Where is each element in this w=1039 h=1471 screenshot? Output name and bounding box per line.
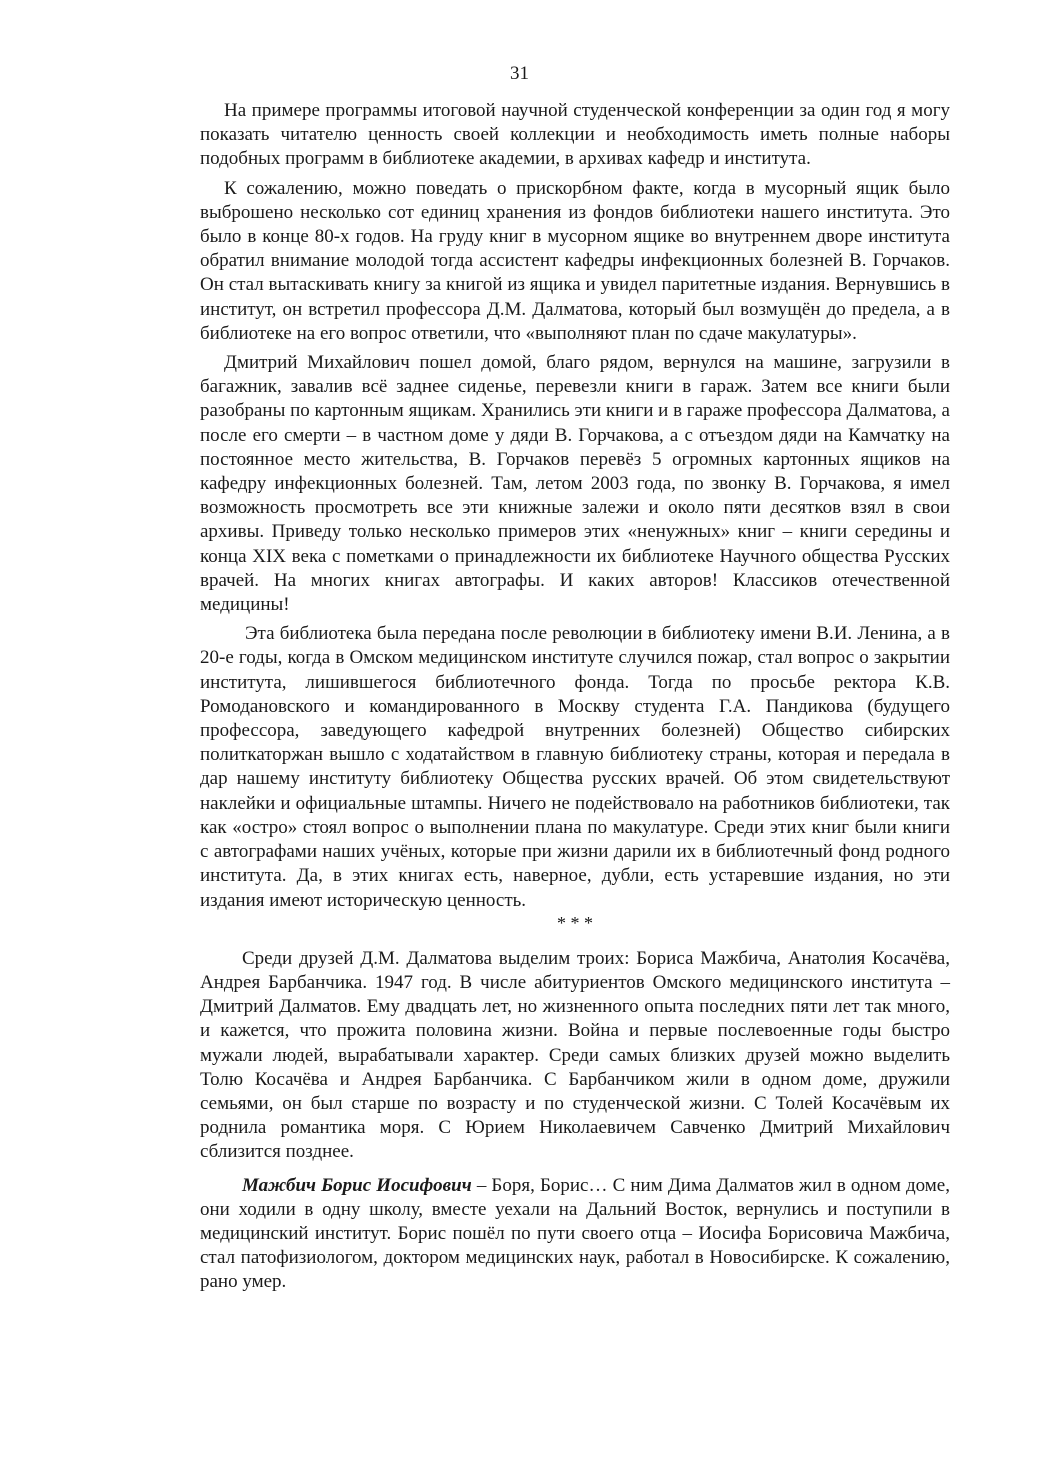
paragraph-friends: Среди друзей Д.М. Далматова выделим троих: Бориса Мажбича, Анатолия Косачёва, Андрея Барбанчика. 1947 год. В числе абитуриентов Омского медицинского института – Дмитрий Далматов. Ему двадцать лет, но жизненного опыта последних пяти лет так много, и кажется, что прожита половина жизни. Война и первые послевоенные годы быстро мужали людей, вырабатывали характер. Среди самых близких друзей можно выделить Толю Косачёва и Андрея Барбанчика. С Барбанчиком жили в одном доме, дружили семьями, он был старше по возрасту и по студенческой жизни. С Толей Косачёвым их роднила романтика моря. С Юрием Николаевичем Савченко Дмитрий Михайлович сблизится позднее. bbox=[200, 947, 950, 1163]
paragraph-rescued-books: Дмитрий Михайлович пошел домой, благо рядом, вернулся на машине, загрузили в багажник, завалив всё заднее сиденье, перевезли книги в гараж. Затем все книги были разобраны по картонным ящикам. Хранились эти книги и в гараже профессора Далматова, а после его смерти – в частном доме у дяди В. Горчакова, а с отъездом дяди на Камчатку на постоянное место жительства, В. Горчаков перевёз 5 огромных картонных ящиков на кафедру инфекционных болезней. Там, летом 2003 года, по звонку В. Горчакова, я имел возможность просмотреть все эти книжные залежи и около пяти десятков взял в свои архивы. Приведу только несколько примеров этих «ненужных» книг – книги середины и конца XIX века с пометками о принадлежности их библиотеке Научного общества Русских врачей. На многих книгах автографы. И каких авторов! Классиков отечественной медицины! bbox=[200, 352, 950, 616]
person-description: – Боря, Борис… С ним Дима Далматов жил в одном доме, они ходили в одну школу, вместе уехали на Дальний Восток, вернулись и поступили в медицинский институт. Борис пошёл по пути своего отца – Иосифа Борисовича Мажбича, стал патофизиологом, доктором медицинских наук, работал в Новосибирске. К сожалению, рано умер. bbox=[200, 1174, 950, 1293]
paragraph-conference-program: На примере программы итоговой научной студенческой конференции за один год я могу показать читателю ценность своей коллекции и необходимость иметь полные наборы подобных программ в библиотеке академии, в архивах кафедр и института. bbox=[200, 100, 950, 170]
section-separator: * * * bbox=[557, 912, 593, 933]
paragraph-discarded-books: К сожалению, можно поведать о прискорбном факте, когда в мусорный ящик было выброшено несколько сот единиц хранения из фондов библиотеки нашего института. Это было в конце 80-х годов. На груду книг в мусорном ящике во внутреннем дворе института обратил внимание молодой тогда ассистент кафедры инфекционных болезней В. Горчаков. Он стал вытаскивать книгу за книгой из ящика и увидел паритетные издания. Вернувшись в институт, он встретил профессора Д.М. Далматова, который был возмущён до предела, а в библиотеке на его вопрос ответили, что «выполняют план по сдаче макулатуры». bbox=[200, 177, 950, 344]
paragraph-mazhbich bbox=[200, 1174, 950, 1295]
document-body bbox=[200, 99, 950, 1295]
page-number: 31 bbox=[510, 63, 529, 84]
person-name: Мажбич Борис Иосифович bbox=[242, 1174, 472, 1196]
paragraph-library-history: Эта библиотека была передана после революции в библиотеку имени В.И. Ленина, а в 20-е годы, когда в Омском медицинском институте случился пожар, стал вопрос о закрытии института, лишившегося библиотечного фонда. Тогда по просьбе ректора К.В. Ромодановского и командированного в Москву студента Г.А. Пандикова (будущего профессора, заведующего кафедрой внутренних болезней) Общество сибирских политкаторжан вышло с ходатайством в главную библиотеку страны, которая и передала в дар нашему институту библиотеку Общества русских врачей. Об этом свидетельствуют наклейки и официальные штампы. Ничего не подействовало на работников библиотеки, так как «остро» стоял вопрос о выполнении плана по макулатуре. Среди этих книг были книги с автографами наших учёных, которые при жизни дарили их в библиотечный фонд родного института. Да, в этих книгах есть, наверное, дубли, есть устаревшие издания, но эти издания имеют историческую ценность. bbox=[200, 623, 950, 911]
